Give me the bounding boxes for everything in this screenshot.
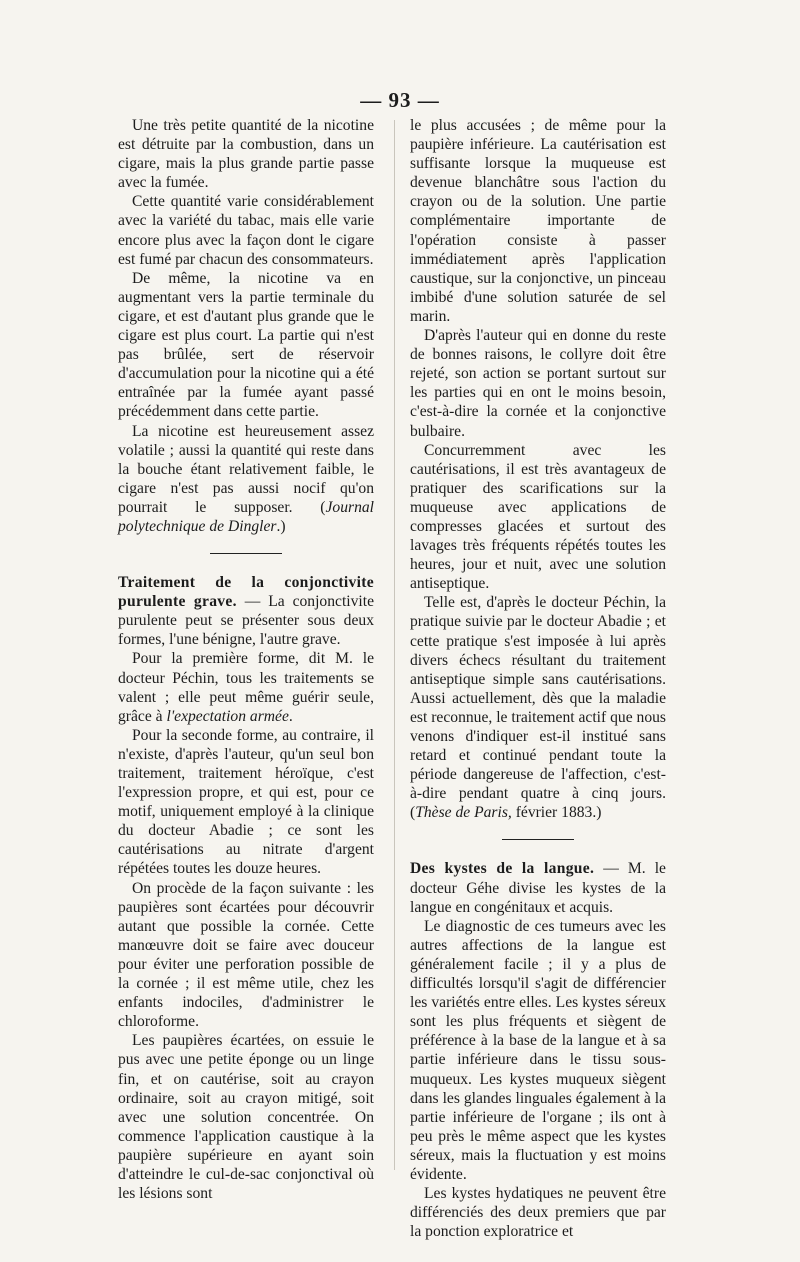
source-citation: Thèse de Paris, [415,804,512,822]
article-paragraph [118,573,374,649]
paragraph: De même, la nicotine va en augmentant vers la partie terminale du cigare, et est d'autant plus grande que le cigare est plus court. La partie qui n'est pas brûlée, sert de réservoir d'accumulation pour la nicotine qui a été entraînée par la fumée ayant passé précédemment dans cette partie. [118,269,374,421]
right-column [410,116,666,1241]
paragraph [118,422,374,537]
article-heading: Des kystes de la langue. [410,860,595,878]
paragraph-text: La nicotine est heureusement assez volatile ; aussi la quantité qui reste dans la bouche étant relativement faible, le cigare n'est pas aussi nocif qu'on pourrait le supposer. [118,422,374,516]
source-open: ( [410,804,416,822]
source-close: .) [276,517,286,535]
article-paragraph [410,859,666,916]
emphasis: l'expectation armée [166,707,289,725]
paragraph: On procède de la façon suivante : les paupières sont écartées pour découvrir autant que possible la cornée. Cette manœuvre doit se faire avec douceur pour éviter une perforation possible de la cornée ; il est même utile, chez les enfants indociles, d'administrer le chloroforme. [118,879,374,1031]
section-divider [210,553,282,554]
paragraph: Une très petite quantité de la nicotine est détruite par la combustion, dans un cigare, mais la plus grande partie passe avec la fumée. [118,117,374,192]
article-lead: — M. le docteur Géhe divise les kystes de la langue en congénitaux et acquis. [410,860,666,916]
source-citation: Journal polytechnique de Dingler [118,498,374,535]
paragraph: Cette quantité varie considérablement avec la variété du tabac, mais elle varie encore plus avec la façon dont le cigare est fumé par chacun des consommateurs. [118,193,374,268]
paragraph [410,593,666,822]
article-lead: — La conjonctivite purulente peut se présenter sous deux formes, l'une bénigne, l'autre grave. [118,593,374,649]
article-heading: Traitement de la conjonctivite purulente grave. [118,574,374,611]
paragraph [118,649,374,725]
left-column [118,116,374,1203]
paragraph: Les paupières écartées, on essuie le pus avec une petite éponge ou un linge fin, et on cautérise, soit au crayon ordinaire, soit au crayon mitigé, soit avec une solution concentrée. On commence l'application caustique à la paupière supérieure en ayant soin d'atteindre le cul-de-sac conjonctival où les lésions sont [118,1032,374,1203]
paragraph-end: . [288,707,293,725]
paragraph: D'après l'auteur qui en donne du reste de bonnes raisons, le collyre doit être rejeté, son action se portant surtout sur les parties qui en ont le moins besoin, c'est-à-dire la cornée et la conjonctive bulbaire. [410,327,666,440]
source-close: février 1883.) [515,804,602,822]
page-number: — 93 — [360,88,440,112]
paragraph: le plus accusées ; de même pour la paupière inférieure. La cautérisation est suffisante lorsque la muqueuse est devenue blanchâtre sous l'action du crayon ou de la solution. Une partie complémentaire importante de l'opération consiste à passer immédiatement après l'application caustique, sur la conjonctive, un pinceau imbibé d'une solution saturée de sel marin. [410,117,666,325]
section-divider [502,839,574,840]
paragraph-text: Telle est, d'après le docteur Péchin, la pratique suivie par le docteur Abadie ; et cette pratique s'est imposée à lui après divers échecs résultant du traitement antiseptique simple sans cautérisations. Aussi actuellement, dès que la maladie est reconnue, le traitement actif que nous venons d'indiquer est-il institué sans retard et continué pendant toute la période dangereuse de l'affection, c'est-à-dire pendant quatre à cinq jours. [410,594,666,803]
source-open: ( [320,498,326,516]
paragraph: Les kystes hydatiques ne peuvent être différenciés des deux premiers que par la ponction exploratrice et [410,1185,666,1241]
column-gutter [394,120,395,1170]
paragraph: Pour la seconde forme, au contraire, il n'existe, d'après l'auteur, qu'un seul bon traitement, traitement héroïque, c'est l'expression propre, et qui est, pour ce motif, uniquement employé à la clinique du docteur Abadie ; ce sont les cautérisations au nitrate d'argent répétées toutes les douze heures. [118,726,374,878]
paragraph: Le diagnostic de ces tumeurs avec les autres affections de la langue est généralement facile ; il y a plus de difficultés lorsqu'il s'agit de différencier les variétés entre elles. Les kystes séreux sont les plus fréquents et siègent de préférence à la base de la langue et à sa partie inférieure dans le tissu sous-muqueux. Les kystes muqueux siègent dans les glandes linguales également à la partie inférieure de l'organe ; ils ont à peu près le même aspect que les kystes séreux, mais la fluctuation y est moins évidente. [410,917,666,1183]
paragraph-text: Pour la première forme, dit M. le docteur Péchin, tous les traitements se valent ; elle peut même guérir seule, grâce à [118,650,374,725]
paragraph: Concurremment avec les cautérisations, il est très avantageux de pratiquer des scarifications sur la muqueuse avec applications de compresses glacées et surtout des lavages très fréquents répétés toutes les heures, jour et nuit, avec une solution antiseptique. [410,441,666,593]
